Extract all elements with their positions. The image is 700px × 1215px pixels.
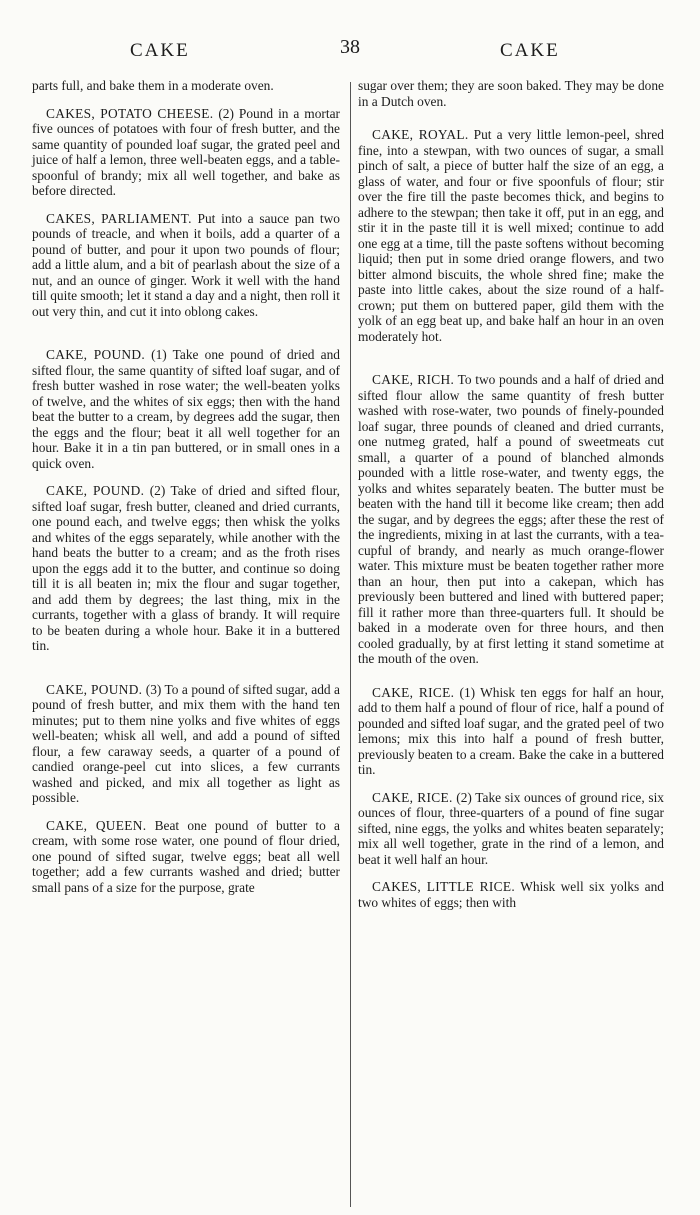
entry-heading: CAKE, RICE.	[372, 684, 455, 700]
entry-text: Whisk well six yolks and two whites of eggs; then with	[358, 879, 664, 910]
running-head-left: CAKE	[130, 40, 190, 61]
entry-heading: CAKE, ROYAL.	[372, 127, 469, 142]
entry-rich	[358, 372, 664, 667]
entry-text: Put into a sauce pan two pounds of treacle, and when it boils, add a quarter of a pound of butter, and pour it upon two pounds of flour; add a little alum, and a bit of pearlash about the size of a nut, and an ounce of ginger. Work it well with the hand till quite smooth; let it stand a day and a night, then roll it out very thin, and cut it into oblong cakes.	[32, 210, 340, 319]
entry-queen	[32, 818, 340, 896]
continued-text-right	[358, 78, 664, 109]
entry-heading: CAKE, POUND.	[46, 681, 143, 697]
entry-heading: CAKE, RICH.	[372, 372, 455, 387]
entry-little-rice	[358, 879, 664, 910]
entry-text: Put a very little lemon-peel, shred fine, into a stewpan, with two ounces of sugar, a small pinch of salt, a piece of butter half the size of an egg, a glass of water, and four or five spoonfuls of flour; stir over the fire till the paste becomes thick, and begins to adhere to the stewpan; then take it off, put in an egg, and stir it in the paste till it is well mixed; continue to add one egg at a time, till the paste softens without becoming liquid; then put in some dried orange flowers, and two bitter almond biscuits, the whole shred fine; make the paste into little cakes, about the size round of a half-crown; put them on buttered paper, gild them with the yolk of an egg beat up, and bake half an hour in an oven moderately hot.	[358, 127, 664, 344]
entry-heading: CAKES, LITTLE RICE.	[372, 879, 516, 894]
entry-pound-3	[32, 682, 340, 806]
page-number: 38	[340, 36, 360, 58]
entry-text: (2) Take six ounces of ground rice, six ounces of flour, three-quarters of a pound of fine sugar sifted, nine eggs, the yolks and whites beaten separately; mix all well together, grate in the rind of a lemon, and beat it well half an hour.	[358, 789, 664, 867]
entry-royal	[358, 127, 664, 344]
running-head	[0, 36, 700, 66]
entry-heading: CAKE, POUND.	[46, 483, 145, 498]
continued-text: sugar over them; they are soon baked. They may be done in a Dutch oven.	[358, 78, 664, 109]
continued-text-left	[32, 78, 340, 94]
entry-text: (2) Pound in a mortar five ounces of potatoes with four of fresh butter, and the same quantity of pounded loaf sugar, the grated peel and juice of half a lemon, three well-beaten eggs, and a table-spoonful of brandy; mix all well together, and bake as before directed.	[32, 105, 340, 198]
entry-pound-2	[32, 483, 340, 654]
entry-parliament	[32, 211, 340, 320]
column-divider	[350, 82, 351, 1207]
right-column	[358, 78, 664, 922]
entry-text: (3) To a pound of sifted sugar, add a pound of fresh butter, and mix them with the hand ten minutes; put to them nine yolks and five whites of eggs well-beaten; whisk all well, and add a pound of sifted flour, a few caraway seeds, a quarter of a pound of candied orange-peel cut into slices, a few currants washed and picked, and mix all together as light as possible.	[32, 681, 340, 805]
entry-potato-cheese	[32, 106, 340, 199]
entry-heading: CAKE, QUEEN.	[46, 817, 147, 833]
entry-text: (1) Take one pound of dried and sifted flour, the same quantity of sifted loaf sugar, and of fresh butter washed in rose water; the well-beaten yolks of twelve, and the whites of six eggs; then with the hand beat the butter to a cream, by degrees add the sugar, then the eggs and the flour; beat it all well together for an hour. Bake it in a tin pan buttered, or in small ones in a quick oven.	[32, 347, 340, 471]
entry-rice-2	[358, 790, 664, 868]
entry-heading: CAKES, POTATO CHEESE.	[46, 105, 214, 121]
entry-heading: CAKE, POUND.	[46, 347, 146, 362]
running-head-right: CAKE	[500, 40, 560, 61]
entry-text: To two pounds and a half of dried and sifted flour allow the same quantity of fresh butter washed with rose-water, two pounds of finely-pounded loaf sugar, three pounds of cleaned and dried currants, one nutmeg grated, half a pound of sweetmeats cut small, a quarter of a pound of blanched almonds pounded with a little rose-water, and twenty eggs, the yolks and whites separately beaten. The butter must be beaten with the hand till it become like cream; then add the sugar, and by degrees the eggs; after these the rest of the ingredients, mixing in at last the currants, with a tea-cupful of brandy, and nearly as much orange-flower water. This mixture must be beaten together rather more than an hour, then put into a cakepan, which has previously been buttered and lined with buttered paper; fill it rather more than three-quarters full. It should be baked in a moderate oven for three hours, and then cooled gradually, by at first letting it stand sometime at the mouth of the oven.	[358, 372, 665, 666]
continued-text: parts full, and bake them in a moderate oven.	[32, 78, 274, 93]
entry-text: (1) Whisk ten eggs for half an hour, add to them half a pound of flour of rice, half a pound of pounded and sifted loaf sugar, and the grated peel of two lemons; mix this into half a pound of fresh butter, previously beaten to a cream. Bake the cake in a buttered tin.	[358, 684, 664, 777]
entry-text: Beat one pound of butter to a cream, with some rose water, one pound of flour dried, one pound of sifted sugar, twelve eggs; beat all well together; add a few currants washed and dried; butter small pans of a size for the purpose, grate	[32, 817, 340, 895]
entry-text: (2) Take of dried and sifted flour, sifted loaf sugar, fresh butter, cleaned and dried currants, one pound each, and twelve eggs; then whisk the yolks and whites of the eggs separately, while another with the hand beats the butter to a cream; and as the froth rises upon the eggs add it to the butter, and continue so doing till it is all beaten in; mix the flour and sugar together, and add them by degrees; the last thing, mix in the currants, together with a glass of brandy. It will require to be beaten during a whole hour. Bake it in a buttered tin.	[32, 483, 340, 653]
entry-heading: CAKES, PARLIAMENT.	[46, 210, 192, 226]
entry-pound-1	[32, 347, 340, 471]
entry-rice-1	[358, 685, 664, 778]
entry-heading: CAKE, RICE.	[372, 789, 453, 805]
left-column	[32, 78, 340, 907]
